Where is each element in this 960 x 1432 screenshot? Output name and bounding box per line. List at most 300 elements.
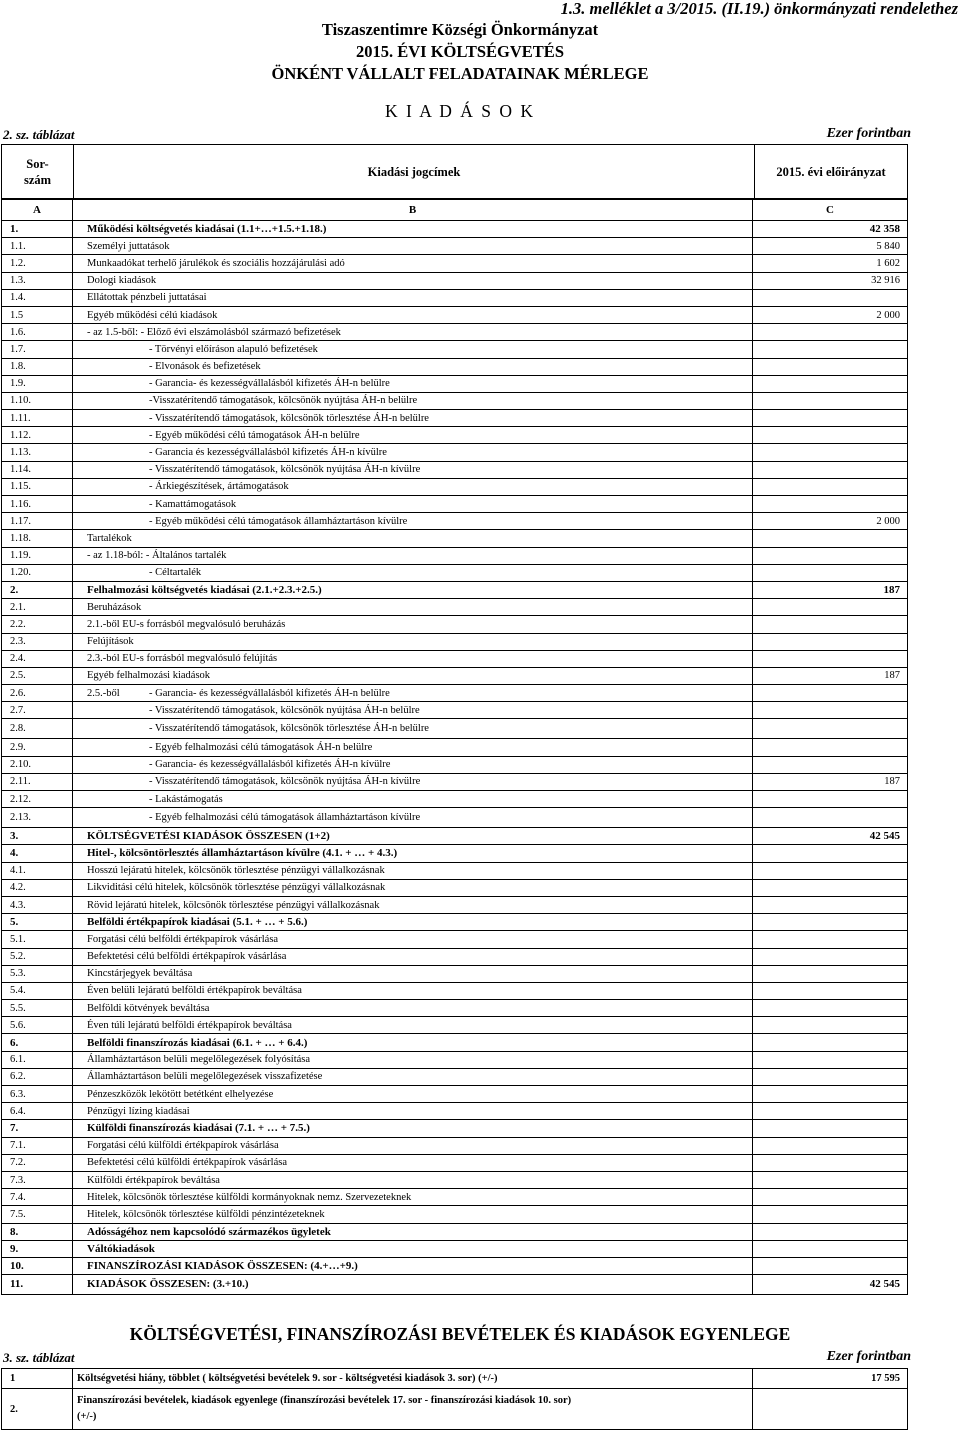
row-value: 187 — [884, 670, 900, 682]
summary-row — [2, 1369, 907, 1388]
summary-unit-label: Ezer forintban — [826, 1349, 911, 1364]
row-value — [753, 444, 907, 460]
row-value — [753, 949, 907, 965]
row-number: 5.3. — [2, 966, 73, 982]
row-label-cell — [73, 702, 753, 718]
table-row — [2, 790, 907, 807]
row-label-cell — [73, 634, 753, 650]
row-number: 9. — [2, 1241, 73, 1257]
row-number: 1.17. — [2, 513, 73, 529]
table-row — [2, 237, 907, 254]
row-value — [753, 496, 907, 512]
row-label-cell — [73, 914, 753, 930]
row-number: 3. — [2, 828, 73, 844]
row-value — [753, 462, 907, 478]
row-number: 1.10. — [2, 393, 73, 409]
row-label: Külföldi értékpapírok beváltása — [87, 1174, 220, 1186]
row-value — [753, 324, 907, 340]
row-number: 2.5. — [2, 668, 73, 684]
row-number: 5.1. — [2, 931, 73, 947]
row-label: Belföldi értékpapírok kiadásai (5.1. + … + 5.6.) — [87, 916, 308, 929]
row-sublabel: -Visszatérítendő támogatások, kölcsönök nyújtása ÁH-n belülre — [149, 395, 418, 407]
row-number: 2.13. — [2, 808, 73, 827]
table-row — [2, 1240, 907, 1257]
row-label-cell — [73, 255, 753, 271]
row-number: 5.2. — [2, 949, 73, 965]
row-label-cell — [73, 616, 753, 632]
row-number: 1. — [2, 221, 73, 237]
row-value — [753, 1017, 907, 1033]
row-label-cell — [73, 462, 753, 478]
table-row — [2, 1016, 907, 1033]
row-sublabel: - Árkiegészítések, ártámogatások — [149, 481, 289, 493]
annex-label: 1.3. melléklet a 3/2015. (II.19.) önkormányzati rendelethez — [560, 0, 958, 18]
row-label-cell — [73, 565, 753, 581]
row-label: 2.5.-ből — [87, 687, 120, 699]
row-value — [753, 1206, 907, 1222]
row-number: 7.3. — [2, 1172, 73, 1188]
row-label: Felhalmozási költségvetés kiadásai (2.1.+2.3.+2.5.) — [87, 584, 322, 597]
row-value — [753, 634, 907, 650]
table-row — [2, 1274, 907, 1294]
row-label: KÖLTSÉGVETÉSI KIADÁSOK ÖSSZESEN (1+2) — [87, 830, 330, 843]
row-value: 187 — [884, 776, 900, 788]
row-value — [753, 791, 907, 807]
table-row — [2, 529, 907, 546]
row-number: 1.8. — [2, 359, 73, 375]
row-value: 42 358 — [869, 223, 900, 236]
column-letter-row — [2, 199, 907, 220]
row-number: 2.4. — [2, 651, 73, 667]
row-label: Forgatási célú külföldi értékpapírok vásárlása — [87, 1140, 279, 1152]
table-row — [2, 340, 907, 357]
row-label: Munkaadókat terhelő járulékok és szociális hozzájárulási adó — [87, 257, 345, 269]
table-header — [1, 144, 908, 199]
row-label-cell — [73, 427, 753, 443]
row-label-cell — [73, 273, 753, 289]
row-value — [753, 376, 907, 392]
table-row — [2, 615, 907, 632]
table-row — [2, 982, 907, 999]
table-row — [2, 667, 907, 684]
row-sublabel: - Lakástámogatás — [149, 793, 223, 805]
row-number: 1.19. — [2, 548, 73, 564]
row-value — [753, 1069, 907, 1085]
row-number: 2.11. — [2, 774, 73, 790]
table-row — [2, 862, 907, 879]
row-label-cell — [73, 341, 753, 357]
summary-row-value: 17 595 — [871, 1373, 900, 1384]
row-number: 4.3. — [2, 897, 73, 913]
table-row — [2, 1102, 907, 1119]
row-number: 5.4. — [2, 983, 73, 999]
row-label: Befektetési célú külföldi értékpapírok vásárlása — [87, 1157, 288, 1169]
row-label: Váltókiadások — [87, 1242, 155, 1255]
table-row — [2, 701, 907, 718]
summary-title: KÖLTSÉGVETÉSI, FINANSZÍROZÁSI BEVÉTELEK ÉS KIADÁSOK EGYENLEGE — [129, 1324, 791, 1344]
summary-row-value — [753, 1389, 907, 1429]
row-number: 10. — [2, 1258, 73, 1274]
row-number: 5. — [2, 914, 73, 930]
row-label-cell — [73, 1086, 753, 1102]
row-number: 7.2. — [2, 1155, 73, 1171]
row-label-cell — [73, 685, 753, 701]
table-row — [2, 375, 907, 392]
table-row — [2, 756, 907, 773]
row-value — [753, 1000, 907, 1016]
row-label-cell — [73, 1206, 753, 1222]
row-sublabel: - Visszatérítendő támogatások, kölcsönök nyújtása ÁH-n belülre — [149, 704, 420, 716]
row-sublabel: - Egyéb felhalmozási célú támogatások államháztartáson kívülre — [149, 812, 421, 824]
col-header-sorszam: Sor- szám — [23, 156, 52, 187]
row-value — [753, 1086, 907, 1102]
row-label: Egyéb működési célú kiadások — [87, 309, 218, 321]
table-row — [2, 1051, 907, 1068]
row-value — [753, 702, 907, 718]
row-label-cell — [73, 221, 753, 237]
row-value — [753, 719, 907, 738]
row-label: KIADÁSOK ÖSSZESEN: (3.+10.) — [87, 1278, 249, 1291]
table-row — [2, 323, 907, 340]
table-2-label: 2. sz. táblázat — [3, 127, 75, 142]
row-label-cell — [73, 359, 753, 375]
row-number: 6.4. — [2, 1103, 73, 1119]
table-row — [2, 738, 907, 755]
row-label-cell — [73, 238, 753, 254]
row-label: Hitelek, kölcsönök törlesztése külföldi kormányoknak nemz. Szervezeteknek — [87, 1191, 412, 1203]
table-row — [2, 598, 907, 615]
row-value — [753, 914, 907, 930]
row-label: Egyéb felhalmozási kiadások — [87, 670, 211, 682]
row-label-cell — [73, 444, 753, 460]
row-sublabel: - Garancia- és kezességvállalásból kifizetés ÁH-n belülre — [149, 687, 390, 699]
row-value — [753, 1241, 907, 1257]
municipality-title: Tiszaszentimre Községi Önkormányzat — [321, 20, 599, 39]
row-value — [753, 757, 907, 773]
table-row — [2, 999, 907, 1016]
row-label-cell — [73, 1120, 753, 1136]
row-label: Pénzeszközök lekötött betétként elhelyezése — [87, 1088, 274, 1100]
row-label-cell — [73, 496, 753, 512]
table-row — [2, 913, 907, 930]
row-label-cell — [73, 828, 753, 844]
row-number: 1.13. — [2, 444, 73, 460]
table-row — [2, 220, 907, 237]
table-row — [2, 718, 907, 738]
row-label-cell — [73, 1034, 753, 1050]
table-row — [2, 773, 907, 790]
row-sublabel: - Elvonások és befizetések — [149, 361, 261, 373]
table-row — [2, 633, 907, 650]
row-value: 2 000 — [876, 309, 900, 321]
row-value — [753, 1189, 907, 1205]
budget-year-title: 2015. ÉVI KÖLTSÉGVETÉS — [355, 42, 564, 61]
row-label: Személyi juttatások — [87, 240, 170, 252]
row-label-cell — [73, 479, 753, 495]
row-label-cell — [73, 1138, 753, 1154]
table-row — [2, 930, 907, 947]
row-label-cell — [73, 1189, 753, 1205]
row-label-cell — [73, 1258, 753, 1274]
table-row — [2, 1137, 907, 1154]
row-label: Felújítások — [87, 636, 134, 648]
row-number: 1.12. — [2, 427, 73, 443]
row-sublabel: - Visszatérítendő támogatások, kölcsönök nyújtása ÁH-n kívülre — [149, 776, 421, 788]
summary-table — [1, 1368, 908, 1430]
row-value — [753, 599, 907, 615]
row-label-cell — [73, 1000, 753, 1016]
table-row — [2, 547, 907, 564]
row-number: 4. — [2, 845, 73, 861]
row-number: 4.1. — [2, 863, 73, 879]
row-label-cell — [73, 1069, 753, 1085]
table-row — [2, 426, 907, 443]
row-label-cell — [73, 774, 753, 790]
table-row — [2, 564, 907, 581]
row-label: Ellátottak pénzbeli juttatásai — [87, 292, 207, 304]
row-value — [753, 1258, 907, 1274]
row-number: 1.9. — [2, 376, 73, 392]
row-value — [753, 1034, 907, 1050]
row-value — [753, 1052, 907, 1068]
row-value — [753, 427, 907, 443]
row-label: Éven túli lejáratú belföldi értékpapírok beváltása — [87, 1019, 292, 1031]
row-number: 5.5. — [2, 1000, 73, 1016]
row-value — [753, 548, 907, 564]
row-value — [753, 845, 907, 861]
table-row — [2, 1205, 907, 1222]
row-label-cell — [73, 880, 753, 896]
row-label: 2.1.-ből EU-s forrásból megvalósuló beruházás — [87, 618, 286, 630]
row-number: 7.5. — [2, 1206, 73, 1222]
row-label: Hitelek, kölcsönök törlesztése külföldi pénzintézeteknek — [87, 1208, 325, 1220]
row-label-cell — [73, 376, 753, 392]
table-row — [2, 1223, 907, 1240]
row-number: 7.4. — [2, 1189, 73, 1205]
row-label: - az 1.18-ból: - Általános tartalék — [87, 550, 227, 562]
row-value — [753, 479, 907, 495]
row-label-cell — [73, 808, 753, 827]
table-row — [2, 306, 907, 323]
row-label-cell — [73, 1275, 753, 1294]
row-value — [753, 290, 907, 306]
row-number: 11. — [2, 1275, 73, 1294]
row-value: 42 545 — [869, 1278, 900, 1291]
table-row — [2, 684, 907, 701]
row-sublabel: - Visszatérítendő támogatások, kölcsönök törlesztése ÁH-n belülre — [149, 723, 429, 735]
section-title: K I A D Á S O K — [384, 101, 536, 121]
table-row — [2, 1154, 907, 1171]
row-label-cell — [73, 719, 753, 738]
row-number: 2.2. — [2, 616, 73, 632]
row-label: Tartalékok — [87, 532, 132, 544]
row-value: 42 545 — [869, 830, 900, 843]
row-label-cell — [73, 582, 753, 598]
row-number: 1.2. — [2, 255, 73, 271]
row-number: 6.2. — [2, 1069, 73, 1085]
row-number: 2.9. — [2, 739, 73, 755]
table-row — [2, 1119, 907, 1136]
row-label-cell — [73, 791, 753, 807]
table-row — [2, 392, 907, 409]
row-label: Államháztartáson belüli megelőlegezések visszafizetése — [87, 1071, 323, 1083]
table-row — [2, 1171, 907, 1188]
row-label-cell — [73, 1155, 753, 1171]
row-sublabel: - Garancia- és kezességvállalásból kifizetés ÁH-n belülre — [149, 378, 390, 390]
row-label: Befektetési célú belföldi értékpapírok vásárlása — [87, 951, 287, 963]
table-row — [2, 461, 907, 478]
row-value — [753, 966, 907, 982]
row-label-cell — [73, 1103, 753, 1119]
row-sublabel: - Visszatérítendő támogatások, kölcsönök nyújtása ÁH-n kívülre — [149, 464, 421, 476]
row-number: 8. — [2, 1224, 73, 1240]
row-value — [753, 739, 907, 755]
row-label-cell — [73, 668, 753, 684]
row-number: 1.18. — [2, 530, 73, 546]
table-row — [2, 254, 907, 271]
row-sublabel: - Garancia- és kezességvállalásból kifizetés ÁH-n kívülre — [149, 759, 391, 771]
row-value — [753, 1138, 907, 1154]
row-value — [753, 880, 907, 896]
row-value: 1 602 — [876, 257, 900, 269]
row-label: 2.3.-ból EU-s forrásból megvalósuló felújítás — [87, 653, 278, 665]
row-number: 1.15. — [2, 479, 73, 495]
row-value: 2 000 — [876, 515, 900, 527]
table-row — [2, 512, 907, 529]
row-value — [753, 359, 907, 375]
row-number: 7.1. — [2, 1138, 73, 1154]
row-number: 2.12. — [2, 791, 73, 807]
row-sublabel: - Egyéb működési célú támogatások ÁH-n belülre — [149, 429, 360, 441]
table-row — [2, 965, 907, 982]
row-label: Likviditási célú hitelek, kölcsönök törlesztése pénzügyi vállalkozásnak — [87, 882, 386, 894]
row-label-cell — [73, 863, 753, 879]
row-number: 2.1. — [2, 599, 73, 615]
row-label-cell — [73, 757, 753, 773]
row-label-cell — [73, 1241, 753, 1257]
col-header-jogcim: Kiadási jogcímek — [367, 164, 461, 179]
row-number: 1.11. — [2, 410, 73, 426]
row-sublabel: - Egyéb felhalmozási célú támogatások ÁH-n belülre — [149, 742, 373, 754]
summary-row — [2, 1388, 907, 1429]
row-label: Forgatási célú belföldi értékpapírok vásárlása — [87, 933, 279, 945]
table-row — [2, 844, 907, 861]
row-label: Hitel-, kölcsöntörlesztés államháztartáson kívülre (4.1. + … + 4.3.) — [87, 847, 398, 860]
row-label-cell — [73, 1224, 753, 1240]
table-row — [2, 1033, 907, 1050]
row-label-cell — [73, 966, 753, 982]
row-value: 32 916 — [871, 275, 900, 287]
unit-label: Ezer forintban — [826, 126, 911, 141]
row-value — [753, 1103, 907, 1119]
table-row — [2, 443, 907, 460]
row-value: 187 — [883, 584, 900, 597]
row-label: Államháztartáson belüli megelőlegezések folyósítása — [87, 1054, 311, 1066]
row-sublabel: - Céltartalék — [149, 567, 202, 579]
row-label-cell — [73, 949, 753, 965]
row-label-cell — [73, 1052, 753, 1068]
summary-row-label: Költségvetési hiány, többlet ( költségvetési bevételek 9. sor - költségvetési kiadások 3. sor) (+/-) — [73, 1369, 753, 1388]
row-label-cell — [73, 548, 753, 564]
table-row — [2, 807, 907, 827]
row-number: 6.3. — [2, 1086, 73, 1102]
row-number: 2.6. — [2, 685, 73, 701]
row-value — [753, 530, 907, 546]
row-value — [753, 931, 907, 947]
row-value — [753, 616, 907, 632]
row-value: 5 840 — [876, 240, 900, 252]
row-label-cell — [73, 931, 753, 947]
row-value — [753, 1155, 907, 1171]
row-number: 1.3. — [2, 273, 73, 289]
table-row — [2, 581, 907, 598]
col-letter-a: A — [2, 200, 73, 220]
row-label-cell — [73, 1172, 753, 1188]
row-value — [753, 410, 907, 426]
row-label-cell — [73, 651, 753, 667]
expenditure-table — [1, 199, 908, 1295]
row-number: 2.8. — [2, 719, 73, 738]
row-sublabel: - Kamattámogatások — [149, 498, 237, 510]
table-row — [2, 1068, 907, 1085]
row-number: 1.20. — [2, 565, 73, 581]
table-row — [2, 272, 907, 289]
row-label: Beruházások — [87, 601, 142, 613]
table-row — [2, 1188, 907, 1205]
table-row — [2, 650, 907, 667]
row-label-cell — [73, 307, 753, 323]
row-number: 2.10. — [2, 757, 73, 773]
row-label: Dologi kiadások — [87, 275, 157, 287]
col-letter-b: B — [73, 200, 753, 220]
table-row — [2, 409, 907, 426]
row-label: Belföldi finanszírozás kiadásai (6.1. + … + 6.4.) — [87, 1036, 308, 1049]
table-row — [2, 948, 907, 965]
row-label-cell — [73, 845, 753, 861]
row-number: 4.2. — [2, 880, 73, 896]
col-letter-c: C — [826, 204, 834, 216]
row-value — [753, 341, 907, 357]
row-sublabel: - Visszatérítendő támogatások, kölcsönök törlesztése ÁH-n belülre — [149, 412, 429, 424]
table-row — [2, 495, 907, 512]
table-row — [2, 827, 907, 844]
row-value — [753, 651, 907, 667]
row-label-cell — [73, 410, 753, 426]
balance-title: ÖNKÉNT VÁLLALT FELADATAINAK MÉRLEGE — [271, 64, 649, 83]
row-number: 1.6. — [2, 324, 73, 340]
table-row — [2, 1257, 907, 1274]
row-value — [753, 808, 907, 827]
row-label-cell — [73, 897, 753, 913]
row-label: Belföldi kötvények beváltása — [87, 1002, 210, 1014]
col-header-eloiranyzat: 2015. évi előirányzat — [776, 164, 886, 179]
row-label: Pénzügyi lízing kiadásai — [87, 1105, 190, 1117]
row-label-cell — [73, 513, 753, 529]
table-3-label: 3. sz. táblázat — [3, 1350, 75, 1365]
summary-row-label: Finanszírozási bevételek, kiadások egyenlege (finanszírozási bevételek 17. sor - finanszírozási kiadások 10. sor) (+/-) — [73, 1389, 753, 1429]
table-row — [2, 879, 907, 896]
table-row — [2, 289, 907, 306]
row-value — [753, 685, 907, 701]
row-number: 1.1. — [2, 238, 73, 254]
row-label-cell — [73, 1017, 753, 1033]
row-label-cell — [73, 393, 753, 409]
row-number: 1.4. — [2, 290, 73, 306]
row-label-cell — [73, 530, 753, 546]
row-value — [753, 863, 907, 879]
row-label: - az 1.5-ből: - Előző évi elszámolásból származó befizetések — [87, 326, 341, 338]
row-value — [753, 393, 907, 409]
